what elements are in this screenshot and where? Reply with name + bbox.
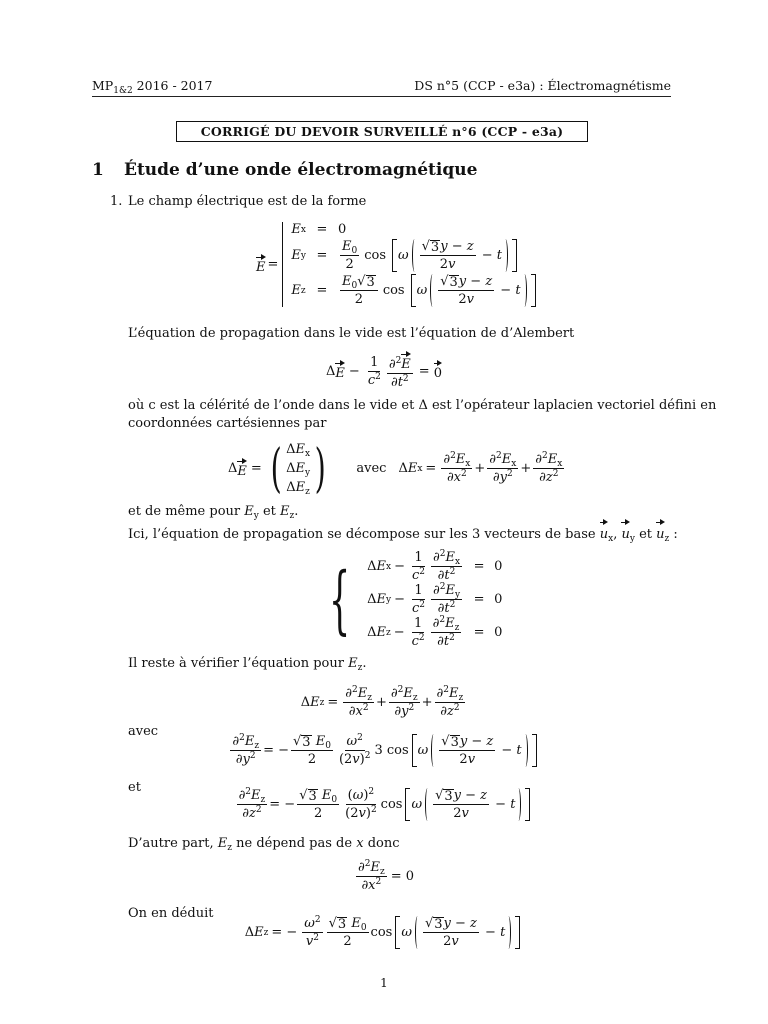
paragraph-laplacian-def: où c est la célérité de l’onde dans le vide et Δ est l’opérateur laplacien vectoriel défini en <box>128 398 717 413</box>
paragraph-deduce: On en déduit <box>128 906 214 921</box>
paragraph-ez-independent-x: D’autre part, $E_z$ ne dépend pas de x donc <box>128 836 400 853</box>
title-box: CORRIGÉ DU DEVOIR SURVEILLÉ n°6 (CCP - e3a) <box>176 121 588 142</box>
paragraph-verify-ez: Il reste à vérifier l’équation pour $E_z$. <box>128 656 367 673</box>
label-avec: avec <box>128 724 159 739</box>
paragraph-dalembert: L’équation de propagation dans le vide est l’équation de d’Alembert <box>128 326 575 341</box>
equation-laplacian-ez: Δ E z = $\frac{\partial^2E_z}{\partial x^2}$ + $\partial^2E_z$ $\partial y^2$ + $\partial^2E_z$ $\partial z^2$ <box>300 685 464 719</box>
paragraph-laplacian-def-cont: coordonnées cartésiennes par <box>128 416 327 431</box>
label-et: et <box>128 780 141 795</box>
equation-d2ez-dx2: $\frac{\partial^2E_z}{\partial x^2}$ = 0 <box>357 859 414 893</box>
paragraph-decomposition: Ici, l’équation de propagation se décompose sur les 3 vecteurs de base $u_x$, $u_y$ et $u_z$ : <box>128 520 678 545</box>
equation-laplacian-vector: Δ E = ( $\Delta E_x$ $\Delta E_y$ $\Delta E_z$ ) avec Δ E x = $\frac{\partial^2E_x}{\partial x^2}$ + $\partial^2E_x$ $\partial y^2$ + $\partial^2E_x$ $\partial z^2$ <box>228 438 563 499</box>
equation-d2ez-dz2: $\partial^2E_z$ $\partial z^2$ = − √ 3 $E_0$ 2 $(\omega)^2$ $(2v)^2$ cos ω √ 3 y − z 2v − t <box>0 788 768 821</box>
avec-label: avec <box>356 461 387 476</box>
header-rule <box>92 96 671 97</box>
paragraph-same-for: et de même pour $E_y$ et $E_z$. <box>128 504 299 521</box>
equation-laplacian-ez-result: Δ E z = − $\frac{\omega^2}{v^2}$ √ 3 $E_0$ 2 cos ω √ 3 y − z 2v − t <box>0 916 768 949</box>
equation-dalembert: Δ E − $\frac{1}{c^2}$ $\frac{\partial^2E}{\partial t^2}$ = 0 <box>0 352 768 390</box>
paragraph-field-form: Le champ électrique est de la forme <box>128 194 367 209</box>
item-number: 1. <box>110 194 123 209</box>
equation-d2ez-dy2: $\partial^2E_z$ $\partial y^2$ = − √ 3 $E_0$ 2 $\omega^2$ $(2v)^2$ 3 cos ω √ 3 y − z 2v − t <box>0 734 768 767</box>
page-number: 1 <box>380 976 388 990</box>
equation-system-components: { Δ E x − $\frac{1}{c^2}$ $\partial^2E_x$ $\partial t^2$ = 0 Δ E y − $\frac{1}{c^2}$ $\partial^2E_y$ $\partial t^2$ = 0 Δ E z − $\frac{1}{c^2}$ $\partial^2E_z$ $\partial t^2$ = 0 <box>328 549 503 649</box>
header-left: $MP_{1\&2}$ 2016 - 2017 <box>92 78 213 96</box>
equation-e-field: E = E x = 0 E y = $E_0$ 2 cos ω √ 3 y − z 2v − t E z = $E_0$ √ 3 2 cos ω √ 3 y − z 2v − t <box>256 222 539 307</box>
header-right: DS n°5 (CCP - e3a) : Électromagnétisme <box>414 78 671 93</box>
section-heading: 1 Étude d’une onde électromagnétique <box>92 160 478 180</box>
